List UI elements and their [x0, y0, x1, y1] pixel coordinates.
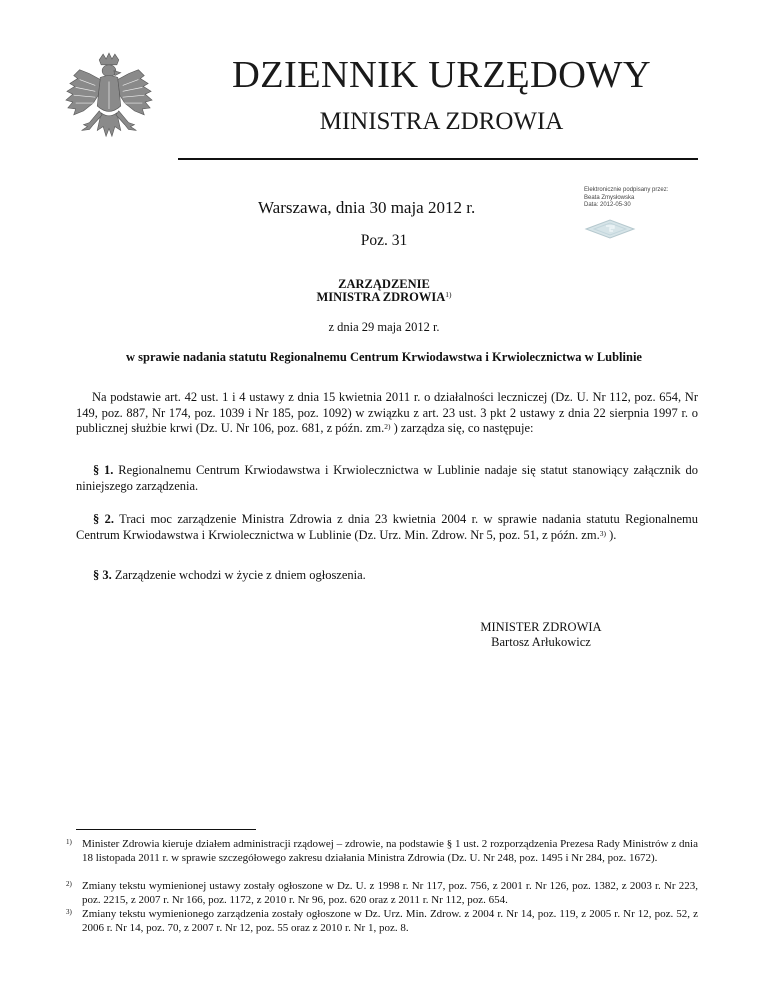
signatory-block	[466, 620, 616, 650]
act-type: ZARZĄDZENIE	[338, 277, 430, 291]
journal-subtitle: MINISTRA ZDROWIA	[319, 108, 564, 135]
footnote-number: 2)	[66, 880, 72, 888]
header-divider	[178, 158, 698, 160]
signature-line-3: Data: 2012-05-30	[584, 202, 631, 208]
legal-basis-paragraph	[76, 390, 698, 437]
signatory-title: MINISTER ZDROWIA	[480, 620, 602, 634]
footnote-ref-3: 3)	[599, 528, 606, 538]
legal-basis-text: Na podstawie art. 42 ust. 1 i 4 ustawy z dnia 15 kwietnia 2011 r. o działalności leczniczej (Dz. U. Nr 112, poz. 654, Nr 149, poz. 887, Nr 174, poz. 1039 i Nr 185, poz. 1092) w związku z art. 23 ust. 3 pkt 2 ustawy z dnia 22 sierpnia 1997 r. o publicznej służbie krwi (Dz. U. Nr 106, poz. 681, z późn. zm.	[76, 390, 698, 435]
section-2-ending: ).	[605, 527, 617, 542]
footnote-ref-1: 1)	[445, 290, 452, 299]
section-3-text: Zarządzenie wchodzi w życie z dniem ogłoszenia.	[111, 568, 366, 582]
footnote	[66, 908, 698, 935]
footnote-number: 1)	[66, 838, 72, 846]
publication-place-date: Warszawa, dnia 30 maja 2012 r.	[258, 198, 476, 217]
signature-line-1: Elektronicznie podpisany przez:	[584, 187, 669, 193]
act-subject: w sprawie nadania statutu Regionalnemu Centrum Krwiodawstwa i Krwiolecznictwa w Lublinie	[126, 350, 642, 364]
footnote-number: 3)	[66, 908, 72, 916]
section-2-text: Traci moc zarządzenie Ministra Zdrowia z dnia 23 kwietnia 2004 r. w sprawie nadania statutu Regionalnemu Centrum Krwiodawstwa i Krwiolecznictwa w Lublinie (Dz. Urz. Min. Zdrow. Nr 5, poz. 51, z późn. zm.	[76, 512, 699, 542]
polish-eagle-emblem-icon	[60, 52, 158, 160]
act-issuer	[0, 290, 768, 304]
act-issuer-text: MINISTRA ZDROWIA	[316, 290, 446, 304]
footnote-text: Zmiany tekstu wymienionego zarządzenia zostały ogłoszone w Dz. Urz. Min. Zdrow. z 2004 r. Nr 14, poz. 119, z 2005 r. Nr 12, poz. 52, z 2006 r. Nr 14, poz. 70, z 2007 r. Nr 12, poz. 55 oraz z 2010 r. Nr 1, poz. 8.	[82, 908, 698, 934]
section-3	[76, 568, 698, 584]
section-2	[76, 512, 698, 543]
footnote	[66, 838, 698, 865]
section-1	[76, 463, 698, 494]
section-3-number: § 3.	[93, 568, 112, 582]
electronic-signature-stamp	[584, 187, 714, 210]
journal-title: DZIENNIK URZĘDOWY	[232, 54, 651, 96]
section-1-number: § 1.	[93, 463, 114, 477]
section-2-number: § 2.	[93, 512, 114, 526]
section-1-text: Regionalnemu Centrum Krwiodawstwa i Krwiolecznictwa w Lublinie nadaje się statut stanowiący załącznik do niniejszego zarządzenia.	[76, 463, 698, 493]
footnote-divider	[76, 829, 256, 830]
signature-line-2: Beata Zmysłowska	[584, 194, 635, 201]
footnote	[66, 880, 698, 907]
act-date: z dnia 29 maja 2012 r.	[328, 320, 440, 334]
position-number: Poz. 31	[360, 232, 408, 249]
footnote-text: Minister Zdrowia kieruje działem administracji rządowej – zdrowie, na podstawie § 1 ust. 2 rozporządzenia Prezesa Rady Ministrów z dnia 18 listopada 2011 r. w sprawie szczegółowego zakresu działania Ministra Zdrowia (Dz. U. Nr 248, poz. 1495 i Nr 284, poz. 1672).	[82, 838, 698, 864]
footnote-ref-2: 2)	[384, 422, 391, 431]
legal-basis-ending: ) zarządza się, co następuje:	[390, 421, 534, 435]
signatory-name: Bartosz Arłukowicz	[491, 635, 591, 649]
footnote-text: Zmiany tekstu wymienionej ustawy zostały ogłoszone w Dz. U. z 1998 r. Nr 117, poz. 756, z 2001 r. Nr 126, poz. 1382, z 2003 r. Nr 223, poz. 2215, z 2007 r. Nr 166, poz. 1172, z 2010 r. Nr 96, poz. 620 oraz z 2011 r. Nr 112, poz. 654.	[82, 880, 698, 906]
